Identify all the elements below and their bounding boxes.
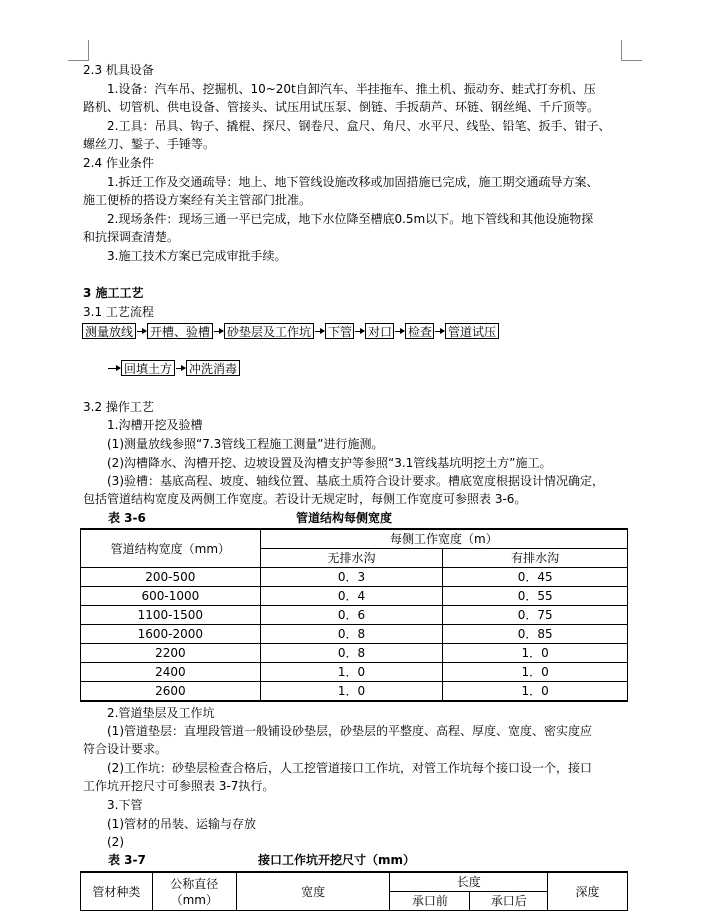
flow-step-box: 回填土方 [121, 360, 175, 376]
paragraph-relocation-line1: 1.拆迁工作及交通疏导：地上、地下管线设施改移或加固措施已完成，施工期交通疏导方案、 [107, 175, 599, 189]
table-cell: 0．45 [443, 568, 628, 587]
section-heading-3-1: 3.1 工艺流程 [83, 305, 154, 319]
paragraph-site-line1: 2.现场条件：现场三通一平已完成，地下水位降至槽底0.5m以下。地下管线和其他设施物探 [107, 212, 594, 226]
table-row [81, 625, 628, 644]
flow-arrow [176, 368, 185, 369]
flow-arrow [137, 331, 146, 332]
table-row [81, 587, 628, 606]
flow-arrow [108, 368, 120, 369]
flow-step-box: 对口 [365, 323, 394, 339]
subsection-heading-trench: 1.沟槽开挖及验槽 [107, 418, 203, 432]
paragraph-workpit-line1: (2)工作坑：砂垫层检查合格后，人工挖管道接口工作坑，对管工作坑每个接口设一个，接口 [107, 761, 593, 775]
table-cell: 1．0 [260, 682, 443, 702]
flow-arrow [395, 331, 404, 332]
paragraph-relocation-line2: 施工便桥的搭设方案经有关主管部门批准。 [83, 193, 312, 207]
flow-step-box: 冲洗消毒 [186, 360, 240, 376]
paragraph-handling: (1)管材的吊装、运输与存放 [107, 817, 256, 831]
table-cell: 1．0 [260, 663, 443, 682]
section-heading-2-3: 2.3 机具设备 [83, 63, 154, 77]
flow-step-box: 开槽、验槽 [147, 323, 213, 339]
table-number: 表 3-6 [108, 511, 146, 525]
table-number: 表 3-7 [108, 853, 146, 867]
table-cell: 1．0 [443, 644, 628, 663]
paragraph-tools-line1: 2.工具：吊具、钩子、撬棍、探尺、钢卷尺、盒尺、角尺、水平尺、线坠、铅笔、扳手、钳子、 [107, 119, 611, 133]
table-caption: 接口工作坑开挖尺寸（mm） [258, 853, 416, 867]
table-header-cell: 深度 [548, 872, 628, 911]
paragraph-workpit-line2: 工作坑开挖尺寸可参照表 3-7执行。 [83, 779, 275, 793]
table-cell: 200-500 [81, 568, 261, 587]
paragraph-equipment-line2: 路机、切管机、供电设备、管接头、试压用试压泵、倒链、手扳葫芦、环链、钢丝绳、千斤顶等。 [83, 100, 600, 114]
margin-corner-mark-right [621, 40, 642, 61]
table-header-cell: 无排水沟 [260, 549, 443, 568]
paragraph-dewatering: (2)沟槽降水、沟槽开挖、边坡设置及沟槽支护等参照“3.1管线基坑明挖土方”施工。 [107, 456, 552, 470]
paragraph-site-line2: 和抗探调查清楚。 [83, 230, 180, 244]
table-cell: 2200 [81, 644, 261, 663]
paragraph-equipment-line1: 1.设备：汽车吊、挖掘机、10~20t自卸汽车、半挂拖车、推土机、振动夯、蛙式打夯机、压 [107, 82, 596, 96]
subsection-heading-bedding: 2.管道垫层及工作坑 [107, 706, 215, 720]
section-heading-3: 3 施工工艺 [83, 286, 144, 300]
table-header-cell [152, 872, 236, 911]
table-header-group: 每侧工作宽度（m） [260, 529, 627, 549]
section-heading-3-2: 3.2 操作工艺 [83, 400, 154, 414]
table-header-cell: 承口后 [470, 892, 548, 911]
subsection-heading-pipe-laying: 3.下管 [107, 798, 143, 812]
table-row [81, 663, 628, 682]
table-row [81, 606, 628, 625]
margin-corner-mark-left [68, 40, 89, 61]
table-row [81, 644, 628, 663]
paragraph-approval: 3.施工技术方案已完成审批手续。 [107, 249, 287, 263]
table-cell: 1100-1500 [81, 606, 261, 625]
table-cell: 0．75 [443, 606, 628, 625]
table-cell: 600-1000 [81, 587, 261, 606]
table-header-group: 长度 [390, 872, 548, 892]
flow-step-box: 检查 [405, 323, 434, 339]
flow-arrow [214, 331, 223, 332]
table-header-cell: 管材种类 [81, 872, 153, 911]
paragraph-inspection-line2: 包括管道结构宽度及两侧工作宽度。若设计无规定时，每侧工作宽度可参照表 3-6。 [83, 492, 527, 506]
table-cell: 1．0 [443, 663, 628, 682]
flow-step-box: 管道试压 [445, 323, 499, 339]
table-cell: 0．6 [260, 606, 443, 625]
table-cell: 0．55 [443, 587, 628, 606]
table-caption: 管道结构每侧宽度 [296, 511, 393, 525]
flow-step-box: 下管 [325, 323, 354, 339]
table-header-cell: 承口前 [390, 892, 470, 911]
table-cell: 0．8 [260, 625, 443, 644]
table-header-line: 公称直径 [170, 876, 219, 891]
table-cell: 0．3 [260, 568, 443, 587]
flow-arrow [315, 331, 324, 332]
flow-arrow [435, 331, 444, 332]
paragraph-bedding-line1: (1)管道垫层：直埋段管道一般铺设砂垫层，砂垫层的平整度、高程、厚度、宽度、密实度应 [107, 724, 593, 738]
table-3-7 [80, 871, 628, 911]
table-header-cell: 管道结构宽度（mm） [81, 529, 261, 568]
table-header-cell: 宽度 [236, 872, 390, 911]
table-3-6 [80, 528, 628, 702]
table-header-line: （mm） [170, 892, 218, 907]
table-cell: 2600 [81, 682, 261, 702]
section-heading-2-4: 2.4 作业条件 [83, 156, 154, 170]
flow-step-box: 测量放线 [82, 323, 136, 339]
paragraph-bedding-line2: 符合设计要求。 [83, 742, 168, 756]
table-cell: 1600-2000 [81, 625, 261, 644]
table-row [81, 568, 628, 587]
table-row [81, 682, 628, 702]
paragraph-item-2: (2) [107, 835, 124, 849]
paragraph-inspection-line1: (3)验槽：基底高程、坡度、轴线位置、基底土质符合设计要求。槽底宽度根据设计情况确定， [107, 474, 605, 488]
paragraph-survey: (1)测量放线参照“7.3管线工程施工测量”进行施测。 [107, 437, 384, 451]
table-cell: 1．0 [443, 682, 628, 702]
paragraph-tools-line2: 螺丝刀、錾子、手锤等。 [83, 137, 216, 151]
table-cell: 0．4 [260, 587, 443, 606]
flow-step-box: 砂垫层及工作坑 [224, 323, 314, 339]
table-header-cell: 有排水沟 [443, 549, 628, 568]
table-cell: 0．85 [443, 625, 628, 644]
table-cell: 0．8 [260, 644, 443, 663]
table-cell: 2400 [81, 663, 261, 682]
flow-arrow [355, 331, 364, 332]
